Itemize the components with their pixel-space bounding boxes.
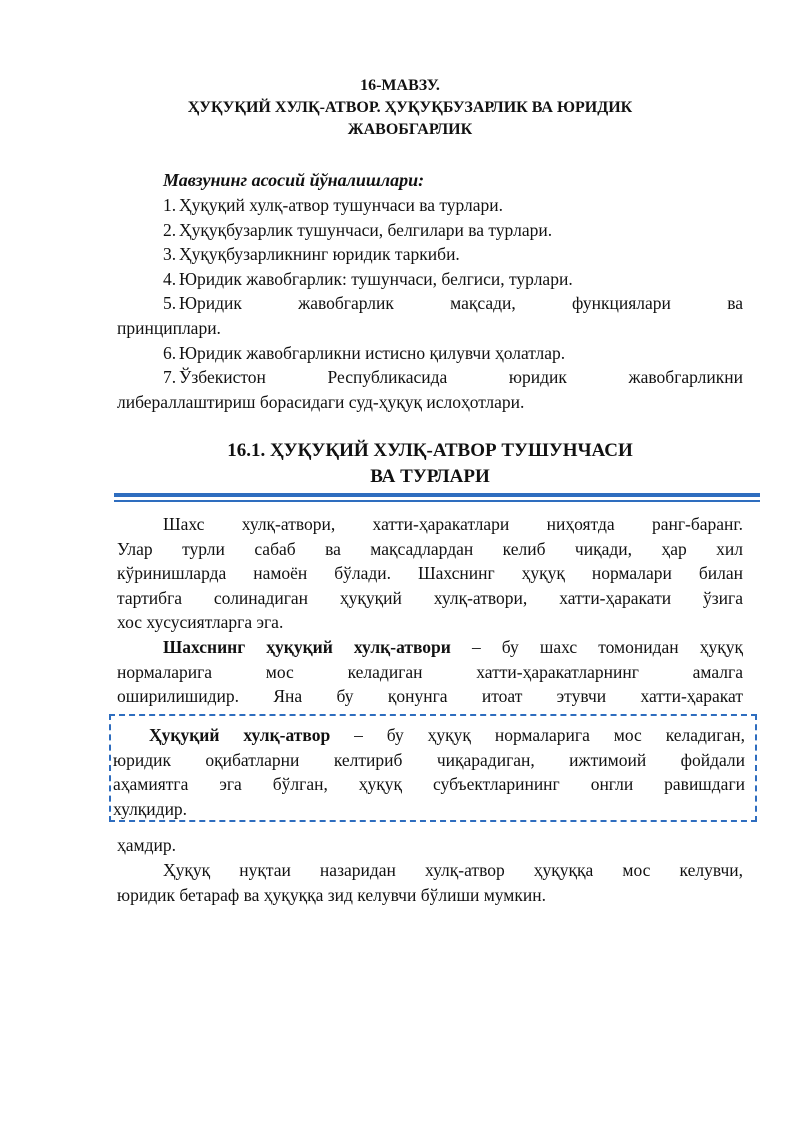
callout-term: Ҳуқуқий хулқ-атвор xyxy=(149,725,331,745)
paragraph-line: юридик бетараф ва ҳуқуққа зид келувчи бўлиши мумкин. xyxy=(117,884,546,905)
section-divider-thick xyxy=(114,493,760,497)
topic-title-line1: ҲУҚУҚИЙ ХУЛҚ-АТВОР. ҲУҚУҚБУЗАРЛИК ВА ЮРИДИК xyxy=(187,99,633,116)
paragraph-line: тартибга солинадиган ҳуқуқий хулқ-атвори, хатти-ҳаракати ўзига xyxy=(117,587,743,608)
paragraph-line: кўринишларда намоён бўлади. Шахснинг ҳуқуқ нормалари билан xyxy=(117,563,743,584)
section-divider-thin xyxy=(114,500,760,502)
directions-heading: Мавзунинг асосий йўналишлари: xyxy=(163,170,425,190)
paragraph-line: нормаларига мос келадиган хатти-ҳаракатларнинг амалга xyxy=(117,661,743,682)
definition-callout-text xyxy=(113,723,745,821)
paragraph-line: Шахснинг ҳуқуқий хулқ-атвори – бу шахс томонидан ҳуқуқ xyxy=(163,637,743,657)
paragraph-line: Улар турли сабаб ва мақсадлардан келиб чиқади, ҳар хил xyxy=(117,538,743,559)
list-item: 6. Юридик жавобгарликни истисно қилувчи ҳолатлар. xyxy=(163,342,566,363)
paragraph-1 xyxy=(117,512,743,635)
list-item: 4. Юридик жавобгарлик: тушунчаси, белгиси, турлари. xyxy=(163,268,573,289)
list-item: 5. Юридик жавобгарлик мақсади, функциялари ва xyxy=(163,293,743,314)
list-item: 7. Ўзбекистон Республикасида юридик жавобгарликни xyxy=(163,367,743,388)
callout-line: хулқидир. xyxy=(113,798,188,819)
section-title-line1: 16.1. ҲУҚУҚИЙ ХУЛҚ-АТВОР ТУШУНЧАСИ xyxy=(227,440,633,461)
directions-list xyxy=(117,193,743,414)
paragraph-line: Шахс хулқ-атвори, хатти-ҳаракатлари ниҳоятда ранг-баранг. xyxy=(163,514,743,534)
paragraph-line: Ҳуқуқ нуқтаи назаридан хулқ-атвор ҳуқуққа мос келувчи, xyxy=(163,860,743,880)
topic-number: 16-МАВЗУ. xyxy=(360,77,440,94)
paragraph-2-end xyxy=(117,833,743,858)
paragraph-3 xyxy=(117,858,743,907)
section-title xyxy=(0,438,800,490)
paragraph-2 xyxy=(117,635,743,709)
term-bold: Шахснинг ҳуқуқий хулқ-атвори xyxy=(163,637,451,657)
paragraph-line: оширилишидир. Яна бу қонунга итоат этувчи хатти-ҳаракат xyxy=(117,686,743,707)
list-item-continuation: принциплари. xyxy=(117,317,221,338)
paragraph-line: хос хусусиятларга эга. xyxy=(117,612,284,633)
paragraph-line: ҳамдир. xyxy=(117,835,176,855)
list-item: 2. Ҳуқуқбузарлик тушунчаси, белгилари ва турлари. xyxy=(163,219,553,240)
list-item: 3. Ҳуқуқбузарликнинг юридик таркиби. xyxy=(163,244,460,265)
section-title-line2: ВА ТУРЛАРИ xyxy=(370,466,490,487)
list-item: 1. Ҳуқуқий хулқ-атвор тушунчаси ва турлари. xyxy=(163,195,504,215)
list-item-continuation: либераллаштириш борасидаги суд-ҳуқуқ ислоҳотлари. xyxy=(117,391,525,412)
callout-line: Ҳуқуқий хулқ-атвор – бу ҳуқуқ нормаларига мос келадиган, xyxy=(149,725,745,745)
topic-title-line2: ЖАВОБГАРЛИК xyxy=(347,121,473,138)
callout-line: аҳамиятга эга бўлган, ҳуқуқ субъектларининг онгли равишдаги xyxy=(113,774,745,795)
callout-line: юридик оқибатларни келтириб чиқарадиган, ижтимоий фойдали xyxy=(113,749,745,770)
topic-title xyxy=(140,97,680,141)
